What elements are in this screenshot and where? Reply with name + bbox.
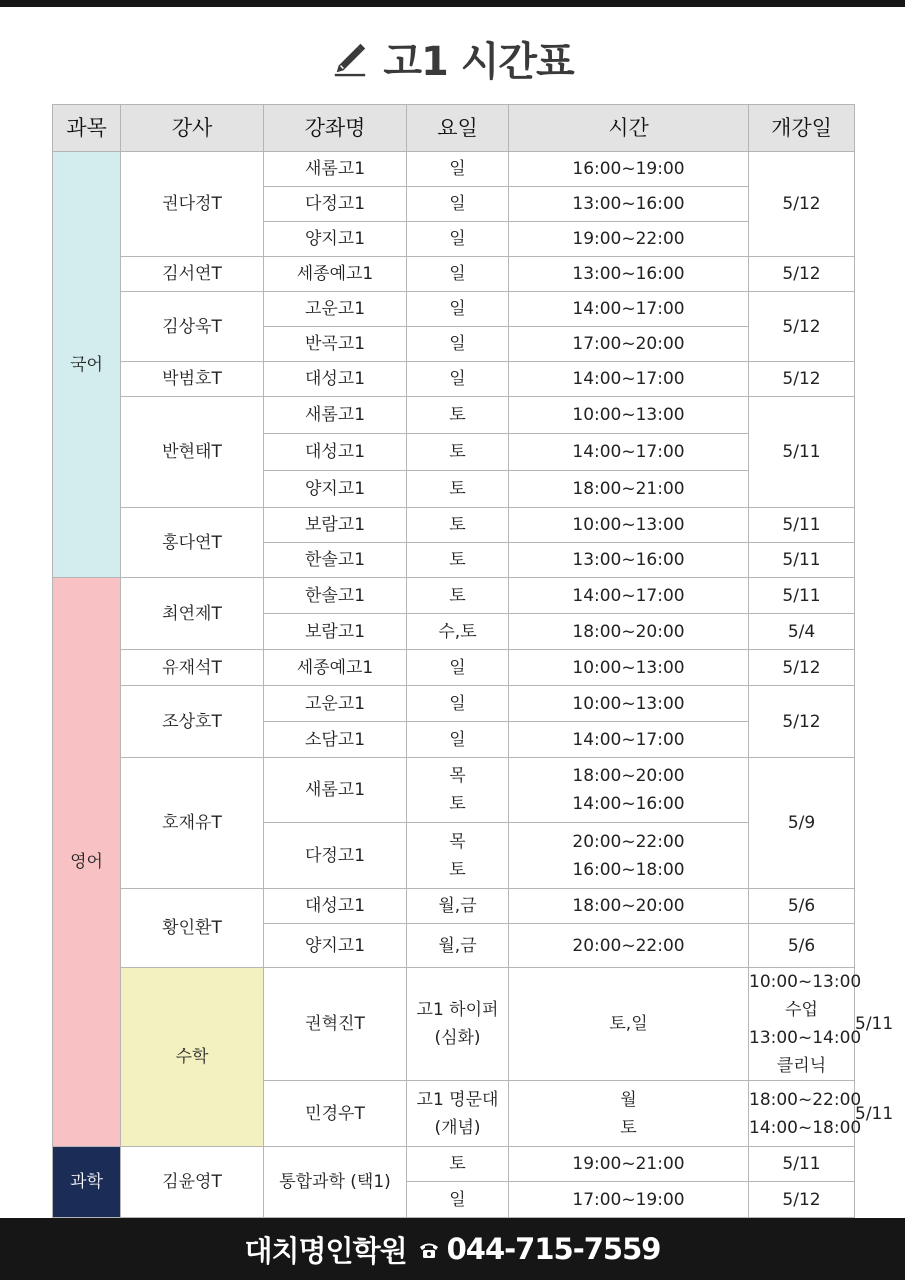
time-cell: 14:00~17:00 xyxy=(509,578,749,614)
course-cell: 대성고1 xyxy=(264,434,407,471)
academy-name: 대치명인학원 xyxy=(244,1233,407,1268)
day-cell: 토 xyxy=(407,508,509,543)
course-cell: 보람고1 xyxy=(264,614,407,650)
day-line: 월 xyxy=(620,1089,637,1110)
table-row xyxy=(53,578,855,614)
table-row xyxy=(53,650,855,686)
table-row: 수학 권혁진T 고1 하이퍼 (심화) 토,일 10:00~13:00 수업 13:00~14:00 클리닉 5/11 xyxy=(53,968,855,1081)
time-line: 14:00~18:00 xyxy=(749,1117,862,1138)
teacher-cell: 조상호T xyxy=(121,686,264,758)
header-start-date: 개강일 xyxy=(749,105,855,152)
time-line: 18:00~22:00 xyxy=(749,1089,862,1110)
table-row xyxy=(53,508,855,543)
start-date-cell: 5/12 xyxy=(749,292,855,362)
time-cell xyxy=(749,968,862,1081)
day-cell: 일 xyxy=(407,722,509,758)
header-course: 강좌명 xyxy=(264,105,407,152)
time-cell: 10:00~13:00 xyxy=(509,397,749,434)
table-row xyxy=(53,152,855,187)
teacher-cell: 반현태T xyxy=(121,397,264,508)
course-cell: 다정고1 xyxy=(264,823,407,889)
time-cell: 13:00~16:00 xyxy=(509,187,749,222)
time-cell: 17:00~20:00 xyxy=(509,327,749,362)
day-cell: 일 xyxy=(407,1182,509,1218)
course-cell: 다정고1 xyxy=(264,187,407,222)
time-cell: 19:00~21:00 xyxy=(509,1147,749,1182)
pencil-icon xyxy=(331,39,369,77)
start-date-cell: 5/11 xyxy=(749,543,855,578)
time-cell: 10:00~13:00 xyxy=(509,508,749,543)
start-date-cell: 5/12 xyxy=(749,152,855,257)
day-line: 토 xyxy=(620,1117,637,1138)
course-cell: 새롬고1 xyxy=(264,397,407,434)
course-cell: 세종예고1 xyxy=(264,257,407,292)
time-cell xyxy=(749,1081,862,1147)
time-cell: 18:00~20:00 xyxy=(509,889,749,924)
day-line: 토 xyxy=(449,859,466,880)
teacher-cell: 김윤영T xyxy=(121,1147,264,1218)
time-cell: 10:00~13:00 xyxy=(509,650,749,686)
day-cell: 일 xyxy=(407,257,509,292)
start-date-cell: 5/11 xyxy=(749,1147,855,1182)
time-cell: 19:00~22:00 xyxy=(509,222,749,257)
course-cell: 새롬고1 xyxy=(264,152,407,187)
course-cell: 한솔고1 xyxy=(264,578,407,614)
phone-icon xyxy=(417,1237,441,1261)
time-cell: 14:00~17:00 xyxy=(509,362,749,397)
teacher-cell: 호재유T xyxy=(121,758,264,889)
header-time: 시간 xyxy=(509,105,749,152)
time-cell: 13:00~16:00 xyxy=(509,257,749,292)
table-row xyxy=(53,686,855,722)
header-row xyxy=(53,105,855,152)
time-cell: 18:00~20:00 xyxy=(509,614,749,650)
day-cell: 토 xyxy=(407,434,509,471)
course-cell: 고운고1 xyxy=(264,686,407,722)
teacher-cell: 권다정T xyxy=(121,152,264,257)
teacher-cell: 권혁진T xyxy=(264,968,407,1081)
phone-number: 044-715-7559 xyxy=(446,1232,661,1266)
teacher-cell: 황인환T xyxy=(121,889,264,968)
teacher-cell: 민경우T xyxy=(264,1081,407,1147)
day-line: 목 xyxy=(449,766,466,786)
header-subject: 과목 xyxy=(53,105,121,152)
time-line: 10:00~13:00 수업 xyxy=(749,972,862,1020)
page-title: 고1 시간표 xyxy=(383,38,574,85)
day-cell xyxy=(407,823,509,889)
day-cell: 토 xyxy=(407,471,509,508)
table-row xyxy=(53,889,855,924)
time-cell xyxy=(509,823,749,889)
day-cell: 월,금 xyxy=(407,889,509,924)
day-cell: 일 xyxy=(407,686,509,722)
start-date-cell: 5/6 xyxy=(749,924,855,968)
start-date-cell: 5/11 xyxy=(749,397,855,508)
start-date-cell: 5/6 xyxy=(749,889,855,924)
start-date-cell: 5/4 xyxy=(749,614,855,650)
time-cell: 17:00~19:00 xyxy=(509,1182,749,1218)
subject-math: 수학 xyxy=(121,968,264,1147)
table-row xyxy=(53,292,855,327)
time-cell: 18:00~21:00 xyxy=(509,471,749,508)
day-cell: 월,금 xyxy=(407,924,509,968)
day-line: 토 xyxy=(449,794,466,814)
footer-bar xyxy=(0,1218,905,1280)
course-cell: 고1 하이퍼 (심화) xyxy=(407,968,509,1081)
day-cell: 일 xyxy=(407,187,509,222)
time-cell xyxy=(509,758,749,823)
time-line: 20:00~22:00 xyxy=(572,831,685,852)
start-date-cell: 5/12 xyxy=(749,362,855,397)
day-cell: 일 xyxy=(407,292,509,327)
day-cell: 일 xyxy=(407,362,509,397)
day-cell: 일 xyxy=(407,222,509,257)
course-cell: 고운고1 xyxy=(264,292,407,327)
schedule-table xyxy=(52,104,894,1218)
start-date-cell: 5/12 xyxy=(749,1182,855,1218)
table-row xyxy=(53,362,855,397)
teacher-cell: 최연제T xyxy=(121,578,264,650)
course-cell: 양지고1 xyxy=(264,222,407,257)
course-cell: 대성고1 xyxy=(264,362,407,397)
day-cell: 수,토 xyxy=(407,614,509,650)
time-line: 18:00~20:00 xyxy=(572,766,685,786)
day-cell: 토 xyxy=(407,578,509,614)
course-cell: 보람고1 xyxy=(264,508,407,543)
subject-english: 영어 xyxy=(53,578,121,1147)
start-date-cell: 5/12 xyxy=(749,686,855,758)
top-bar xyxy=(0,0,905,7)
table-row xyxy=(53,397,855,434)
day-cell: 토,일 xyxy=(509,968,749,1081)
time-cell: 10:00~13:00 xyxy=(509,686,749,722)
day-cell xyxy=(407,758,509,823)
course-cell: 반곡고1 xyxy=(264,327,407,362)
course-cell: 대성고1 xyxy=(264,889,407,924)
time-line: 14:00~16:00 xyxy=(572,794,685,814)
time-line: 16:00~18:00 xyxy=(572,859,685,880)
start-date-cell: 5/12 xyxy=(749,257,855,292)
day-cell: 일 xyxy=(407,650,509,686)
start-date-cell: 5/11 xyxy=(749,578,855,614)
course-cell: 고1 명문대 (개념) xyxy=(407,1081,509,1147)
subject-science: 과학 xyxy=(53,1147,121,1218)
time-cell: 13:00~16:00 xyxy=(509,543,749,578)
start-date-cell: 5/12 xyxy=(749,650,855,686)
course-cell: 양지고1 xyxy=(264,924,407,968)
time-cell: 16:00~19:00 xyxy=(509,152,749,187)
time-cell: 14:00~17:00 xyxy=(509,434,749,471)
day-cell: 토 xyxy=(407,397,509,434)
day-cell: 일 xyxy=(407,152,509,187)
teacher-cell: 유재석T xyxy=(121,650,264,686)
teacher-cell: 홍다연T xyxy=(121,508,264,578)
teacher-cell: 김상욱T xyxy=(121,292,264,362)
time-cell: 20:00~22:00 xyxy=(509,924,749,968)
course-cell: 한솔고1 xyxy=(264,543,407,578)
course-cell: 세종예고1 xyxy=(264,650,407,686)
day-cell: 일 xyxy=(407,327,509,362)
course-cell: 새롬고1 xyxy=(264,758,407,823)
start-date-cell: 5/11 xyxy=(749,508,855,543)
day-cell xyxy=(509,1081,749,1147)
time-cell: 14:00~17:00 xyxy=(509,722,749,758)
subject-korean: 국어 xyxy=(53,152,121,578)
day-cell: 토 xyxy=(407,1147,509,1182)
header-day: 요일 xyxy=(407,105,509,152)
teacher-cell: 김서연T xyxy=(121,257,264,292)
course-cell: 양지고1 xyxy=(264,471,407,508)
table-row xyxy=(53,1147,855,1182)
start-date-cell: 5/9 xyxy=(749,758,855,889)
course-cell: 통합과학 (택1) xyxy=(264,1147,407,1218)
title-area xyxy=(0,28,905,88)
header-teacher: 강사 xyxy=(121,105,264,152)
time-line: 13:00~14:00 클리닉 xyxy=(749,1028,862,1076)
table-row xyxy=(53,758,855,823)
time-cell: 14:00~17:00 xyxy=(509,292,749,327)
teacher-cell: 박범호T xyxy=(121,362,264,397)
course-cell: 소담고1 xyxy=(264,722,407,758)
table-row: 민경우T 고1 명문대 (개념) 월 토 18:00~22:00 14:00~18:00 5/11 xyxy=(53,1081,855,1147)
day-cell: 토 xyxy=(407,543,509,578)
table-row xyxy=(53,257,855,292)
day-line: 목 xyxy=(449,831,466,852)
